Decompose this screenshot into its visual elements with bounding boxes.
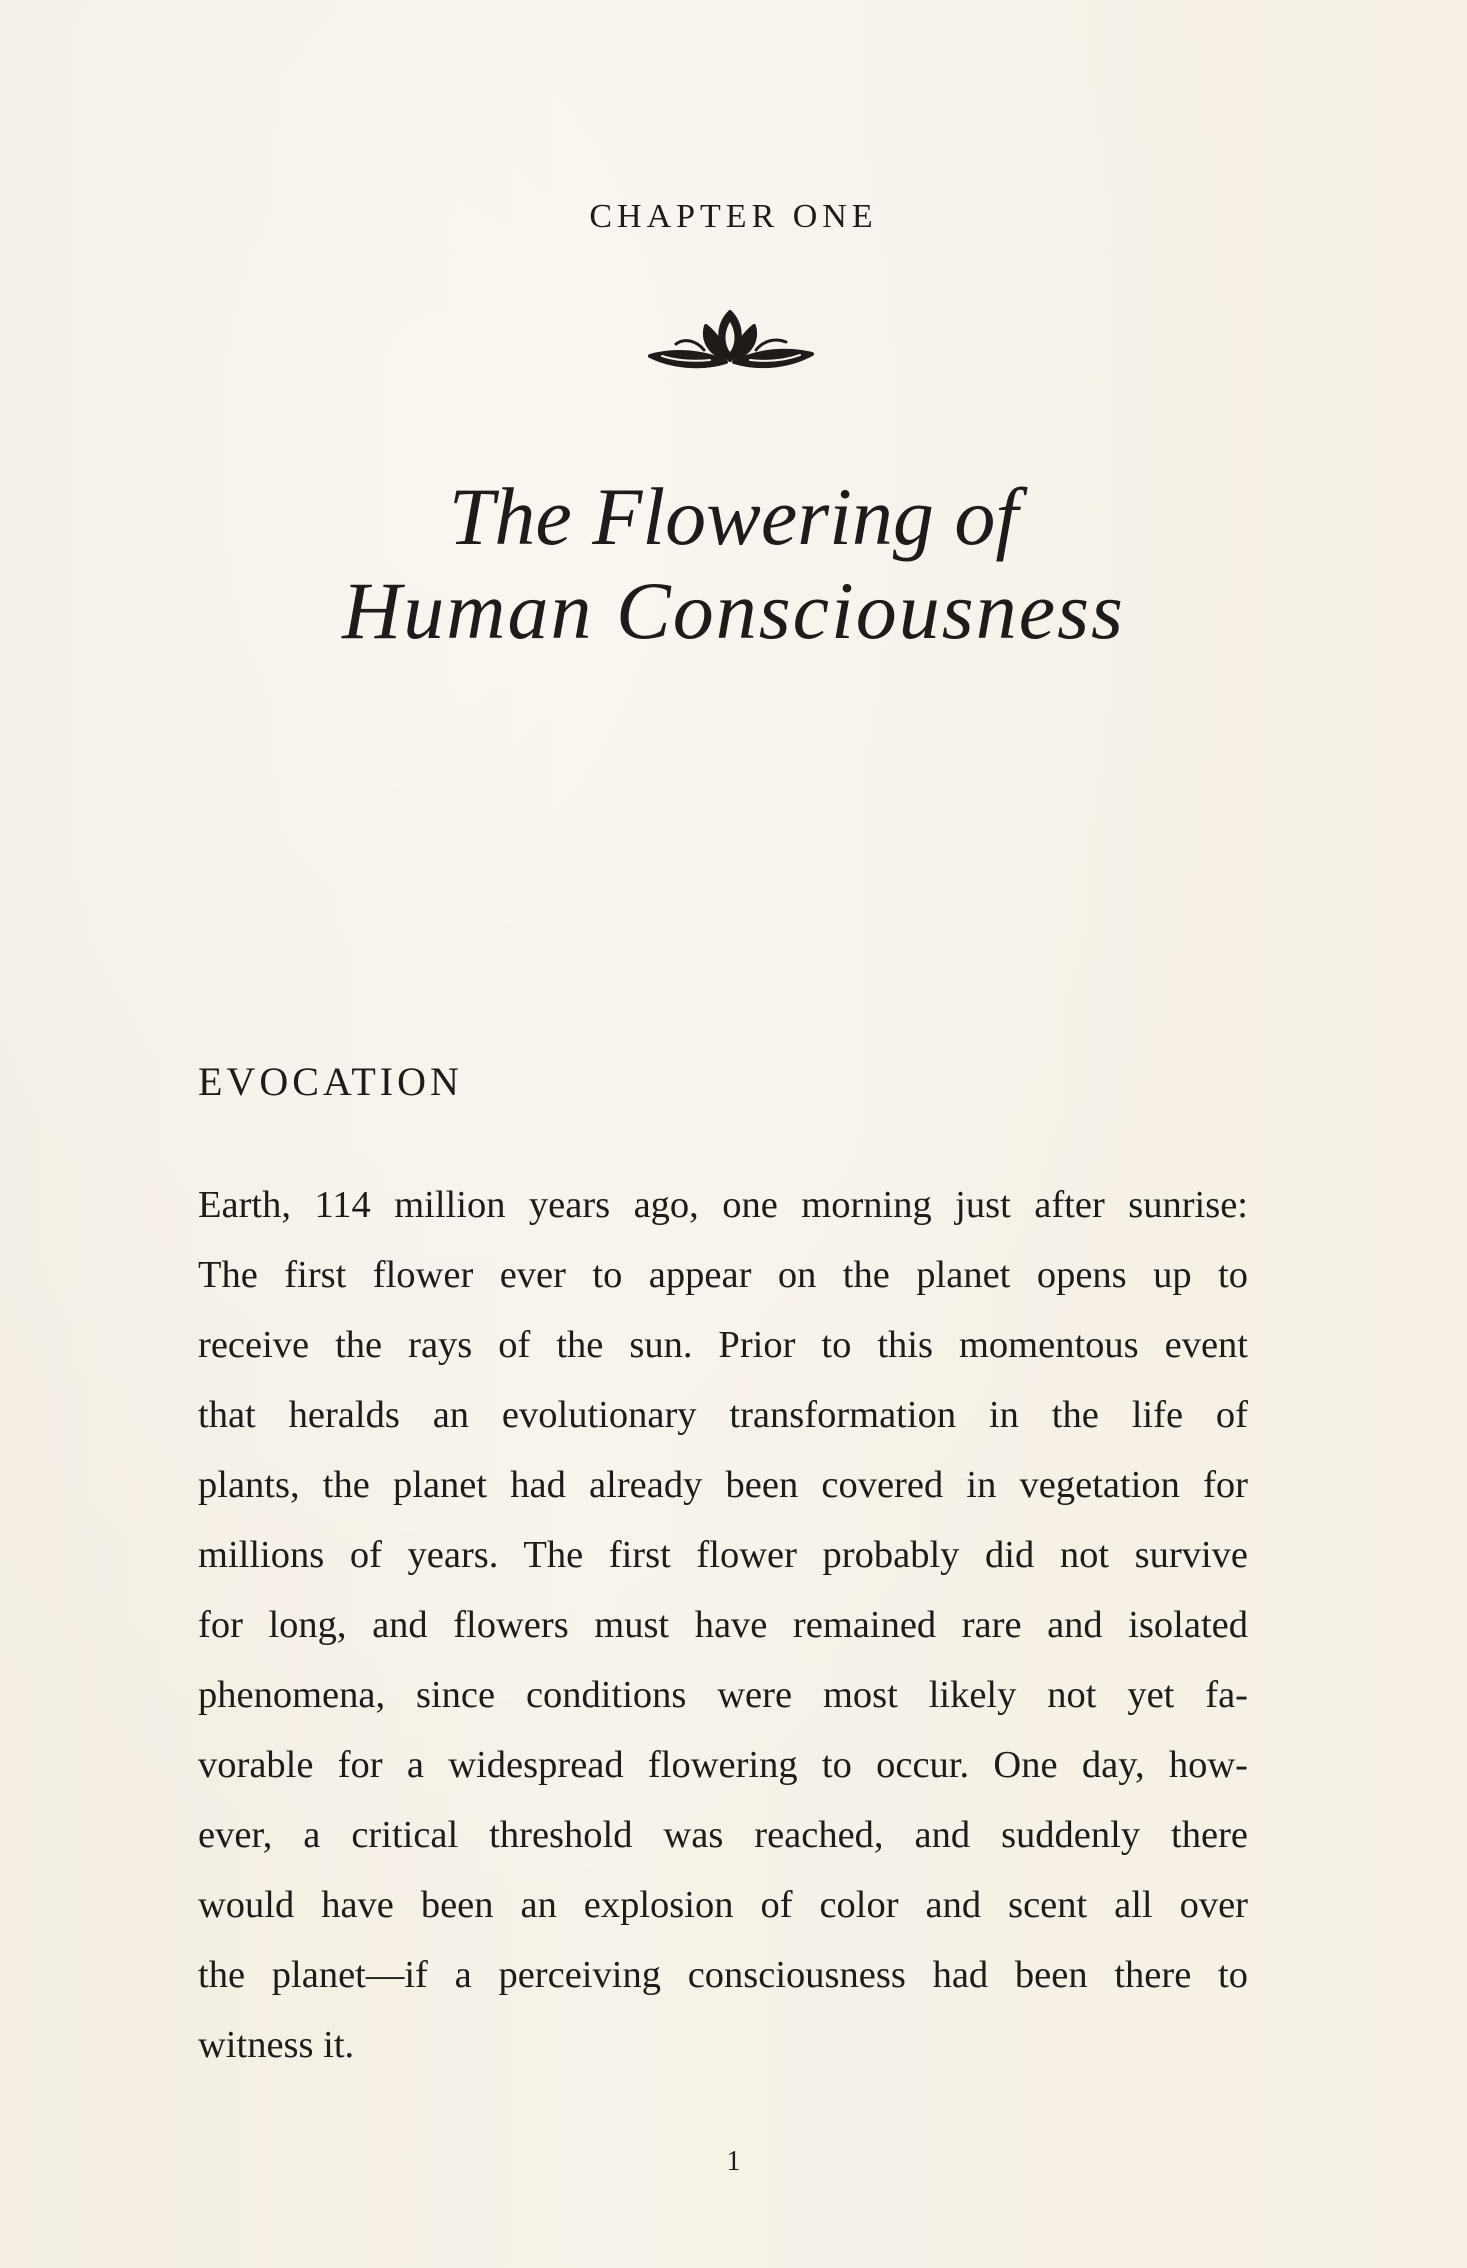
paragraph-line: Earth, 114 million years ago, one morning just after sunrise: <box>198 1184 1248 1226</box>
paragraph-line: ever, a critical threshold was reached, and suddenly there <box>198 1814 1248 1856</box>
chapter-title-line-2: Human Consciousness <box>342 565 1125 657</box>
page-number: 1 <box>726 2146 741 2177</box>
paragraph-line: phenomena, since conditions were most likely not yet fa- <box>198 1674 1248 1716</box>
paragraph-line: that heralds an evolutionary transformation in the life of <box>198 1394 1248 1436</box>
body-paragraph <box>198 1170 1248 2080</box>
paragraph-line: for long, and flowers must have remained rare and isolated <box>198 1604 1248 1646</box>
paragraph-line: vorable for a widespread flowering to occur. One day, how- <box>198 1744 1248 1786</box>
paragraph-line: plants, the planet had already been covered in vegetation for <box>198 1464 1248 1506</box>
lotus-flower-icon <box>640 300 820 380</box>
paragraph-line: would have been an explosion of color and scent all over <box>198 1884 1248 1926</box>
chapter-label: CHAPTER ONE <box>589 198 878 235</box>
paragraph-line: witness it. <box>198 2024 355 2066</box>
chapter-title-line-1: The Flowering of <box>448 471 1019 562</box>
chapter-title <box>0 470 1467 659</box>
paragraph-line: The first flower ever to appear on the planet opens up to <box>198 1254 1248 1296</box>
paragraph-line: the planet—if a perceiving consciousness had been there to <box>198 1954 1248 1996</box>
paragraph-line: receive the rays of the sun. Prior to this momentous event <box>198 1324 1248 1366</box>
section-heading: EVOCATION <box>198 1059 463 1104</box>
paragraph-line: millions of years. The first flower probably did not survive <box>198 1534 1248 1576</box>
